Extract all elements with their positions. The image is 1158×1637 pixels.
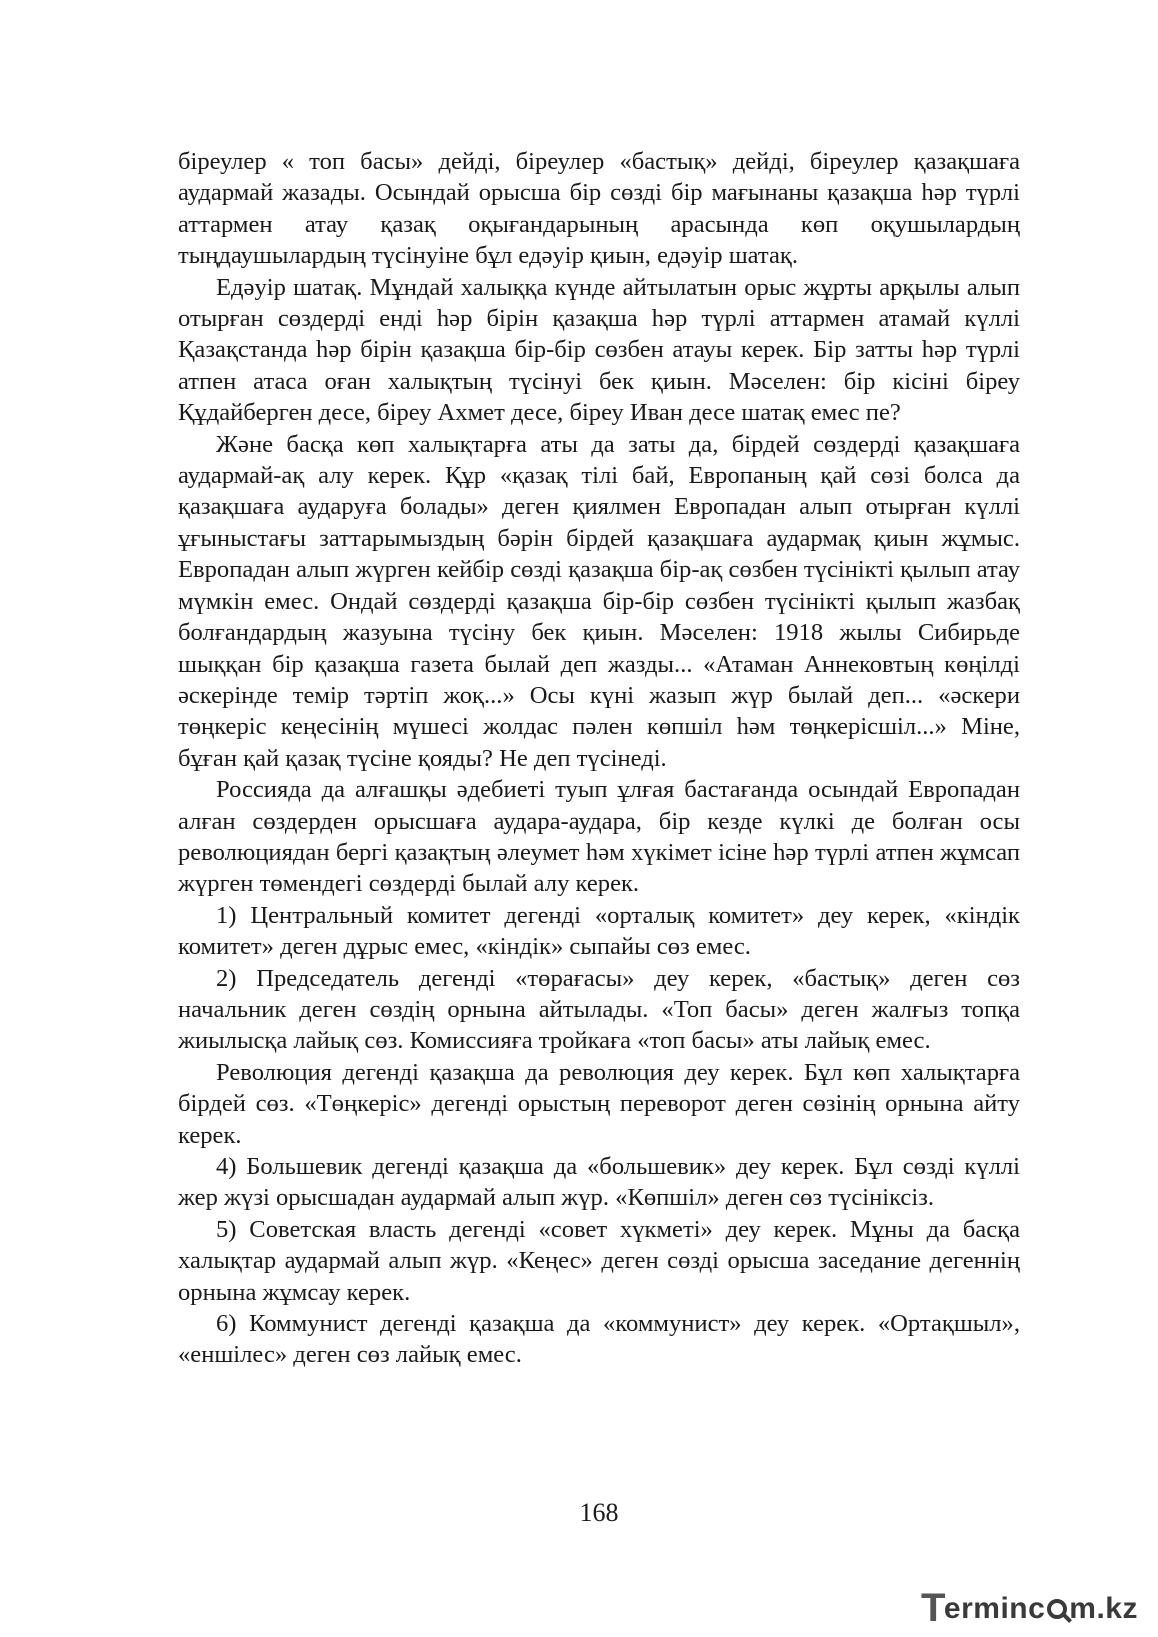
paragraph-6: 2) Председатель дегенді «төрағасы» деу керек, «бастық» деген сөз начальник деген сөздің орнына айтылады. «Топ басы» деген жалғыз топқа жиылысқа лайық сөз. Комиссияға тройкаға «топ басы» аты лайық емес. [178, 964, 1020, 1055]
watermark-text-part1: erminc [943, 1591, 1046, 1625]
document-body [178, 146, 1020, 1371]
paragraph-9: 5) Советская власть дегенді «совет хүкметі» деу керек. Мұны да басқа халықтар аудармай алып жүр. «Кеңес» деген сөзді орысша заседание дегеннің орнына жұмсау керек. [178, 1215, 1020, 1306]
page-number: 168 [579, 1498, 619, 1527]
watermark-t-letter: T [920, 1586, 946, 1630]
paragraph-2: Едәуір шатақ. Мұндай халыққа күнде айтылатын орыс жұрты арқылы алып отырған сөздерді енді һәр бірін қазақша һәр түрлі аттармен атамай күллі Қазақстанда һәр бірін қазақша бір-бір сөзбен атауы керек. Бір затты һәр түрлі атпен атаса оған халықтың түсінуі бек қиын. Мәселен: бір кісіні біреу Құдайберген десе, біреу Ахмет десе, біреу Иван десе шатақ емес пе? [178, 273, 1020, 427]
magnifier-icon [1047, 1599, 1067, 1619]
paragraph-3: Және басқа көп халықтарға аты да заты да, бірдей сөздерді қазақшаға аудармай-ақ алу керек. Құр «қазақ тілі бай, Европаның қай сөзі болса да қазақшаға аударуға болады» деген қиялмен Европадан алып отырған күллі ұғыныстағы заттарымыздың бәрін бірдей қазақшаға аудармақ қиын жұмыс. Европадан алып жүрген кейбір сөзді қазақша бір-ақ сөзбен түсінікті қылып атау мүмкін емес. Ондай сөздерді қазақша бір-бір сөзбен түсінікті қылып жазбақ болғандардың жазуына түсіну бек қиын. Мәселен: 1918 жылы Сибирьде шыққан бір қазақша газета былай деп жазды... «Атаман Аннековтың көңілді әскерінде темір тәртіп жоқ...» Осы күні жазып жүр былай деп... «әскери төңкеріс кеңесінің мүшесі жолдас пәлен көпшіл һәм төңкерісшіл...» Міне, бұған қай қазақ түсіне қояды? Не деп түсінеді. [178, 430, 1020, 772]
watermark-text-part2: m.kz [1069, 1591, 1138, 1625]
paragraph-1: біреулер « топ басы» дейді, біреулер «бастық» дейді, біреулер қазақшаға аудармай жазады. Осындай орысша бір сөзді бір мағынаны қазақша һәр түрлі аттармен атау қазақ оқығандарының арасында көп оқушылардың тыңдаушылардың түсінуіне бұл едәуір қиын, едәуір шатақ. [178, 148, 1020, 270]
paragraph-8: 4) Большевик дегенді қазақша да «большевик» деу керек. Бұл сөзді күллі жер жүзі орысшадан аудармай алып жүр. «Көпшіл» деген сөз түсініксіз. [178, 1153, 1020, 1212]
paragraph-4: Россияда да алғашқы әдебиеті туып ұлғая бастағанда осындай Европадан алған сөздерден орысшаға аудара-аудара, бір кезде күлкі де болған осы революциядан бергі қазақтың әлеумет һәм хүкімет ісіне һәр түрлі атпен жұмсап жүрген төмендегі сөздерді былай алу керек. [178, 776, 1020, 898]
paragraph-5: 1) Центральный комитет дегенді «орталық комитет» деу керек, «кіндік комитет» деген дұрыс емес, «кіндік» сыпайы сөз емес. [178, 901, 1020, 961]
watermark-logo [921, 1586, 1138, 1631]
paragraph-7: Революция дегенді қазақша да революция деу керек. Бұл көп халықтарға бірдей сөз. «Төңкеріс» дегенді орыстың переворот деген сөзінің орнына айту керек. [178, 1058, 1020, 1149]
paragraph-10: 6) Коммунист дегенді қазақша да «коммунист» деу керек. «Ортақшыл», «еншілес» деген сөз лайық емес. [178, 1310, 1020, 1369]
